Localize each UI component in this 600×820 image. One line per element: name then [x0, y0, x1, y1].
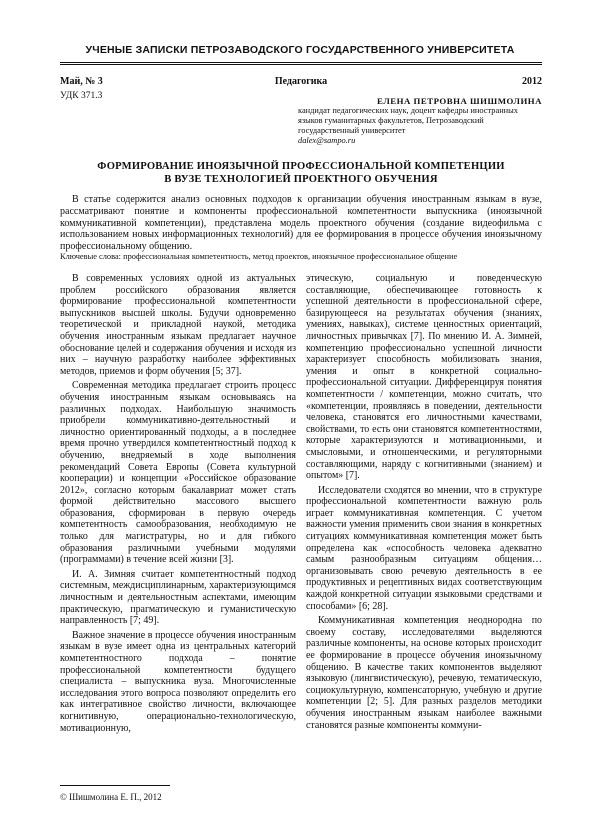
footer-rule [60, 785, 170, 786]
copyright: © Шишмолина Е. П., 2012 [60, 792, 162, 802]
paragraph: В современных условиях одной из актуальных проблем российского образования является формирование профессиональной компетентности выпускников высшей школы. Будучи одновременно теоретической и прикладной наукой, методика обучения иностранным языкам предлагает научное обоснование целей и содержания обучения и исходя из них – научную разработку наиболее эффективных методов, приемов и форм обучения [5; 37]. [60, 273, 296, 377]
paragraph: Современная методика предлагает строить процесс обучения иностранным языкам основываясь на различных подходах. Наибольшую значимость приобрели коммуникативно-деятельностный и личностно ориентированный подходы, а в последнее время прочно утвердился компетентностный подход к обучению, внедряемый в ходе выполнения рекомендаций Совета Европы (Совета культурной кооперации) и концепции «Российское образование 2012», согласно которым бакалавриат может стать формой действительно массового высшего образования, сформирован в первую очередь компетентность самообразования, необходимую не только для магистратуры, но и для гибкого образования различными учебными модулями (программами) в течение всей жизни [3]. [60, 380, 296, 566]
section-name: Педагогика [274, 76, 328, 87]
author-block [298, 96, 542, 146]
paragraph: И. А. Зимняя считает компетентностный подход системным, междисциплинарным, характеризующимся личностным и деятельностным аспектами, имеющим практическую, прагматическую и гуманистическую направленность [7; 49]. [60, 568, 296, 627]
issue-year: 2012 [522, 76, 542, 87]
header-rule-bottom [60, 64, 542, 65]
paragraph: этическую, социальную и поведенческую составляющие, обеспечивающее готовность к успешной деятельности в профессиональной сфере, базирующееся на результатах обучения (знаниях, умениях, навыках), системе ценностных ориентаций, личностных привычках [7]. По мнению И. А. Зимней, компетенцию профессионально успешной личности характеризует способность мобилизовать знания, умения и опыт в конкретной социально-профессиональной ситуации. Дифференцируя понятия компетентности / компетенции, можно считать, что «компетенции, проявляясь в поведении, деятельности человека, становятся его личностными качествами, свойствами, то есть они становятся компетентностями, которые характеризуются и мотивационными, и смысловыми, и отношенческими, и регуляторными составляющими, наряду с когнитивными (знанием) и опытом» [7]. [306, 273, 542, 482]
paragraph: Исследователи сходятся во мнении, что в структуре профессиональной компетентности важную роль играет коммуникативная компетенция. С учетом важности умения применить свои знания в конкретных ситуациях коммуникативная компетенция может быть определена как «способность человека адекватно самым разнообразным ситуациям общения… организовывать свою речевую деятельность в ее продуктивных и рецептивных видах соответствующим каждой конкретной ситуации языковыми средствами и способами» [6; 28]. [306, 484, 542, 612]
author-name: ЕЛЕНА ПЕТРОВНА ШИШМОЛИНА [376, 96, 542, 106]
paragraph: Важное значение в процессе обучения иностранным языкам в вузе имеет одна из центральных категорий компетентностного подхода – понятие профессиональной компетентности будущего специалиста – выпускника вуза. Многочисленные исследования этого вопроса позволяют определить его как интегративное свойство личности, включающее когнитивную, операционально-технологическую, мотивационную, [60, 629, 296, 734]
title-line-1: ФОРМИРОВАНИЕ ИНОЯЗЫЧНОЙ ПРОФЕССИОНАЛЬНОЙ КОМПЕТЕНЦИИ [97, 161, 505, 172]
right-column [306, 273, 542, 734]
keywords: Ключевые слова: профессиональная компетентность, метод проектов, иноязычное профессиональное общение [60, 252, 458, 261]
abstract: В статье содержится анализ основных подходов к организации обучения иностранным языкам в вузе, рассматривают понятие и компоненты профессиональной компетентности выпускника (иноязычной коммуникативной компетенции), представлена модель проектного обучения (создание видеофильма с использованием новых информационных технологий) для ее формирования в процессе обучения иноязычному профессиональному общению. [60, 194, 542, 253]
author-email[interactable]: dalex@sampo.ru [298, 136, 356, 145]
left-column [60, 273, 296, 737]
title-line-2: В ВУЗЕ ТЕХНОЛОГИЕЙ ПРОЕКТНОГО ОБУЧЕНИЯ [164, 174, 438, 185]
journal-title: УЧЕНЫЕ ЗАПИСКИ ПЕТРОЗАВОДСКОГО ГОСУДАРСТВЕННОГО УНИВЕРСИТЕТА [85, 44, 515, 56]
paragraph: Коммуникативная компетенция неоднородна по своему составу, исследователями выделяются различные компоненты, на основе которых происходит ее формирование в процессе обучения иноязычному общению. В качестве таких компонентов выделяют языковую (лингвистическую), речевую, тематическую, социокультурную, компенсаторную, учебную и другие компетенции [2; 5]. Для разных разделов методики обучения иностранным языкам наиболее важными становятся разные компоненты коммуни- [306, 615, 542, 731]
author-affiliation: кандидат педагогических наук, доцент кафедры иностранных языков гуманитарных факультетов, Петрозаводский государственный университет [298, 106, 518, 135]
header-rule-top [60, 62, 542, 63]
udk-code: УДК 371.3 [60, 91, 103, 101]
issue-number: Май, № 3 [60, 76, 103, 87]
article-title [60, 160, 542, 186]
